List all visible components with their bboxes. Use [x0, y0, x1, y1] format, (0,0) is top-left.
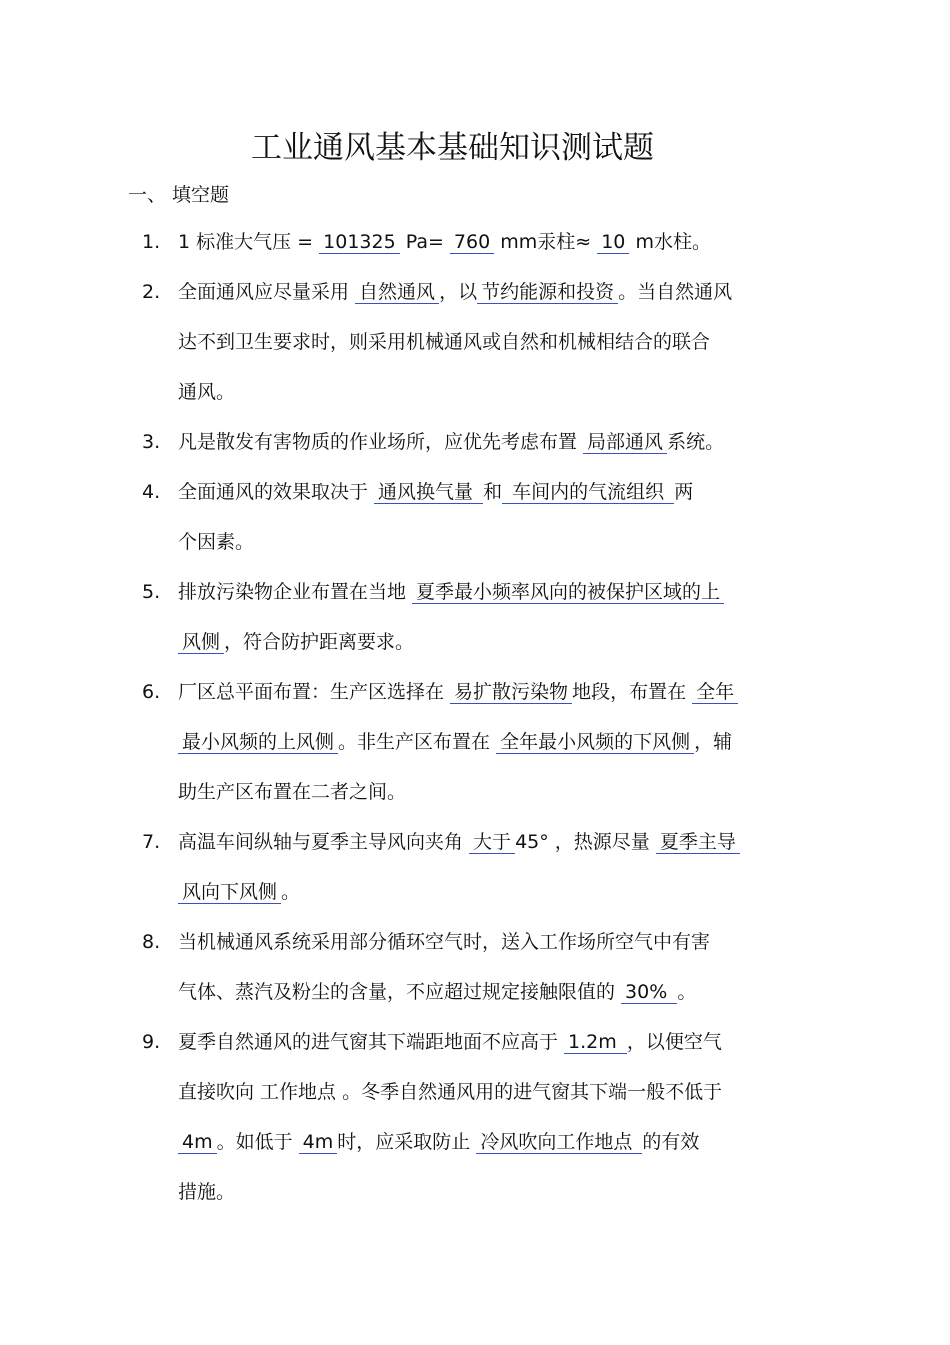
- question-text-segment: 凡是散发有害物质的作业场所，应优先考虑布置: [178, 431, 584, 453]
- question-line: [178, 417, 818, 467]
- answer-blank: 夏季最小频率风向的被保护区域的上: [412, 581, 724, 604]
- question-text-segment: 高温车间纵轴与夏季主导风向夹角: [178, 831, 470, 853]
- question-text-segment: 。非生产区布置在: [338, 731, 497, 753]
- question-number: 8.: [142, 931, 161, 953]
- answer-blank: 冷风吹向工作地点: [476, 1131, 642, 1154]
- question-text-segment: 排放污染物企业布置在当地: [178, 581, 413, 603]
- question-line: [178, 917, 818, 967]
- question-text-segment: ，符合防护距离要求。: [224, 631, 415, 653]
- question-text-segment: 直接吹向 工作地点 。冬季自然通风用的进气窗其下端一般不低于: [178, 1081, 723, 1103]
- question-text-segment: 达不到卫生要求时，则采用机械通风或自然和机械相结合的联合: [178, 331, 711, 353]
- question-text-segment: 全面通风的效果取决于: [178, 481, 375, 503]
- question-text-segment: 地段，布置在: [572, 681, 693, 703]
- answer-blank: 101325: [319, 231, 400, 254]
- question-text-segment: 。当自然通风: [618, 281, 733, 303]
- answer-blank: 易扩散污染物: [450, 681, 572, 704]
- question-text: [178, 667, 818, 817]
- question-text-segment: mm汞柱≈: [494, 231, 598, 253]
- question-line: [178, 967, 818, 1017]
- question-number: 2.: [142, 281, 161, 303]
- question-number: 9.: [142, 1031, 161, 1053]
- answer-blank: 10: [597, 231, 629, 254]
- question-text-segment: 通风。: [178, 381, 236, 403]
- question-text: [178, 917, 818, 1017]
- question-line: [178, 317, 818, 367]
- question-text: [178, 817, 818, 917]
- question-text: [178, 567, 818, 667]
- question-number: 7.: [142, 831, 161, 853]
- answer-blank: 节约能源和投资: [477, 281, 618, 304]
- section-heading: 一、 填空题: [128, 184, 230, 206]
- question-line: [178, 217, 818, 267]
- question-text-segment: Pa=: [399, 231, 450, 253]
- answer-blank: 4m: [299, 1131, 338, 1154]
- question-text-segment: 当机械通风系统采用部分循环空气时，送入工作场所空气中有害: [178, 931, 711, 953]
- answer-blank: 大于: [469, 831, 515, 854]
- question-text-segment: 的有效: [642, 1131, 700, 1153]
- answer-blank: 全年最小风频的下风侧: [496, 731, 694, 754]
- answer-blank: 最小风频的上风侧: [178, 731, 338, 754]
- question-line: [178, 667, 818, 717]
- question-text-segment: 1 标准大气压 =: [178, 231, 320, 253]
- question-text-segment: ，以便空气: [626, 1031, 722, 1053]
- question-text-segment: m水柱。: [629, 231, 711, 253]
- answer-blank: 760: [450, 231, 494, 254]
- question-text-segment: 气体、蒸汽及粉尘的含量，不应超过规定接触限值的: [178, 981, 622, 1003]
- answer-blank: 风侧: [178, 631, 224, 654]
- answer-blank: 1.2m: [564, 1031, 627, 1054]
- question-text-segment: 和: [483, 481, 503, 503]
- question-text-segment: 全面通风应尽量采用: [178, 281, 356, 303]
- question-text: [178, 1017, 818, 1217]
- page-title: 工业通风基本基础知识测试题: [251, 130, 654, 166]
- question-text: [178, 267, 818, 417]
- question-line: [178, 617, 818, 667]
- question-number: 6.: [142, 681, 161, 703]
- answer-blank: 风向下风侧: [178, 881, 281, 904]
- question-line: [178, 517, 818, 567]
- question-line: [178, 717, 818, 767]
- question-text: [178, 217, 818, 267]
- answer-blank: 4m: [178, 1131, 217, 1154]
- question-line: [178, 1117, 818, 1167]
- answer-blank: 通风换气量: [374, 481, 483, 504]
- answer-blank: 夏季主导: [656, 831, 740, 854]
- question-line: [178, 767, 818, 817]
- question-text-segment: 厂区总平面布置：生产区选择在: [178, 681, 451, 703]
- question-line: [178, 567, 818, 617]
- question-text-segment: 时，应采取防止: [337, 1131, 477, 1153]
- question-line: [178, 817, 818, 867]
- question-text-segment: 个因素。: [178, 531, 255, 553]
- question-text-segment: ，以: [439, 281, 478, 303]
- answer-blank: 车间内的气流组织: [502, 481, 674, 504]
- question-text-segment: 两: [674, 481, 694, 503]
- question-text-segment: 。如低于: [216, 1131, 299, 1153]
- question-text: [178, 467, 818, 567]
- question-number: 1.: [142, 231, 161, 253]
- question-text-segment: 夏季自然通风的进气窗其下端距地面不应高于: [178, 1031, 565, 1053]
- question-text-segment: 系统。: [667, 431, 725, 453]
- question-line: [178, 867, 818, 917]
- question-number: 3.: [142, 431, 161, 453]
- question-text-segment: 45° ，热源尽量: [515, 831, 656, 853]
- question-line: [178, 1067, 818, 1117]
- question-text-segment: ，辅: [694, 731, 733, 753]
- question-text-segment: 助生产区布置在二者之间。: [178, 781, 407, 803]
- answer-blank: 30%: [621, 981, 677, 1004]
- question-text-segment: 。: [677, 981, 697, 1003]
- question-number: 5.: [142, 581, 161, 603]
- answer-blank: 全年: [692, 681, 738, 704]
- question-line: [178, 467, 818, 517]
- question-line: [178, 267, 818, 317]
- question-line: [178, 1167, 818, 1217]
- question-text-segment: 措施。: [178, 1181, 236, 1203]
- question-number: 4.: [142, 481, 161, 503]
- answer-blank: 局部通风: [583, 431, 667, 454]
- question-text-segment: 。: [281, 881, 301, 903]
- question-text: [178, 417, 818, 467]
- question-line: [178, 1017, 818, 1067]
- answer-blank: 自然通风: [355, 281, 439, 304]
- question-line: [178, 367, 818, 417]
